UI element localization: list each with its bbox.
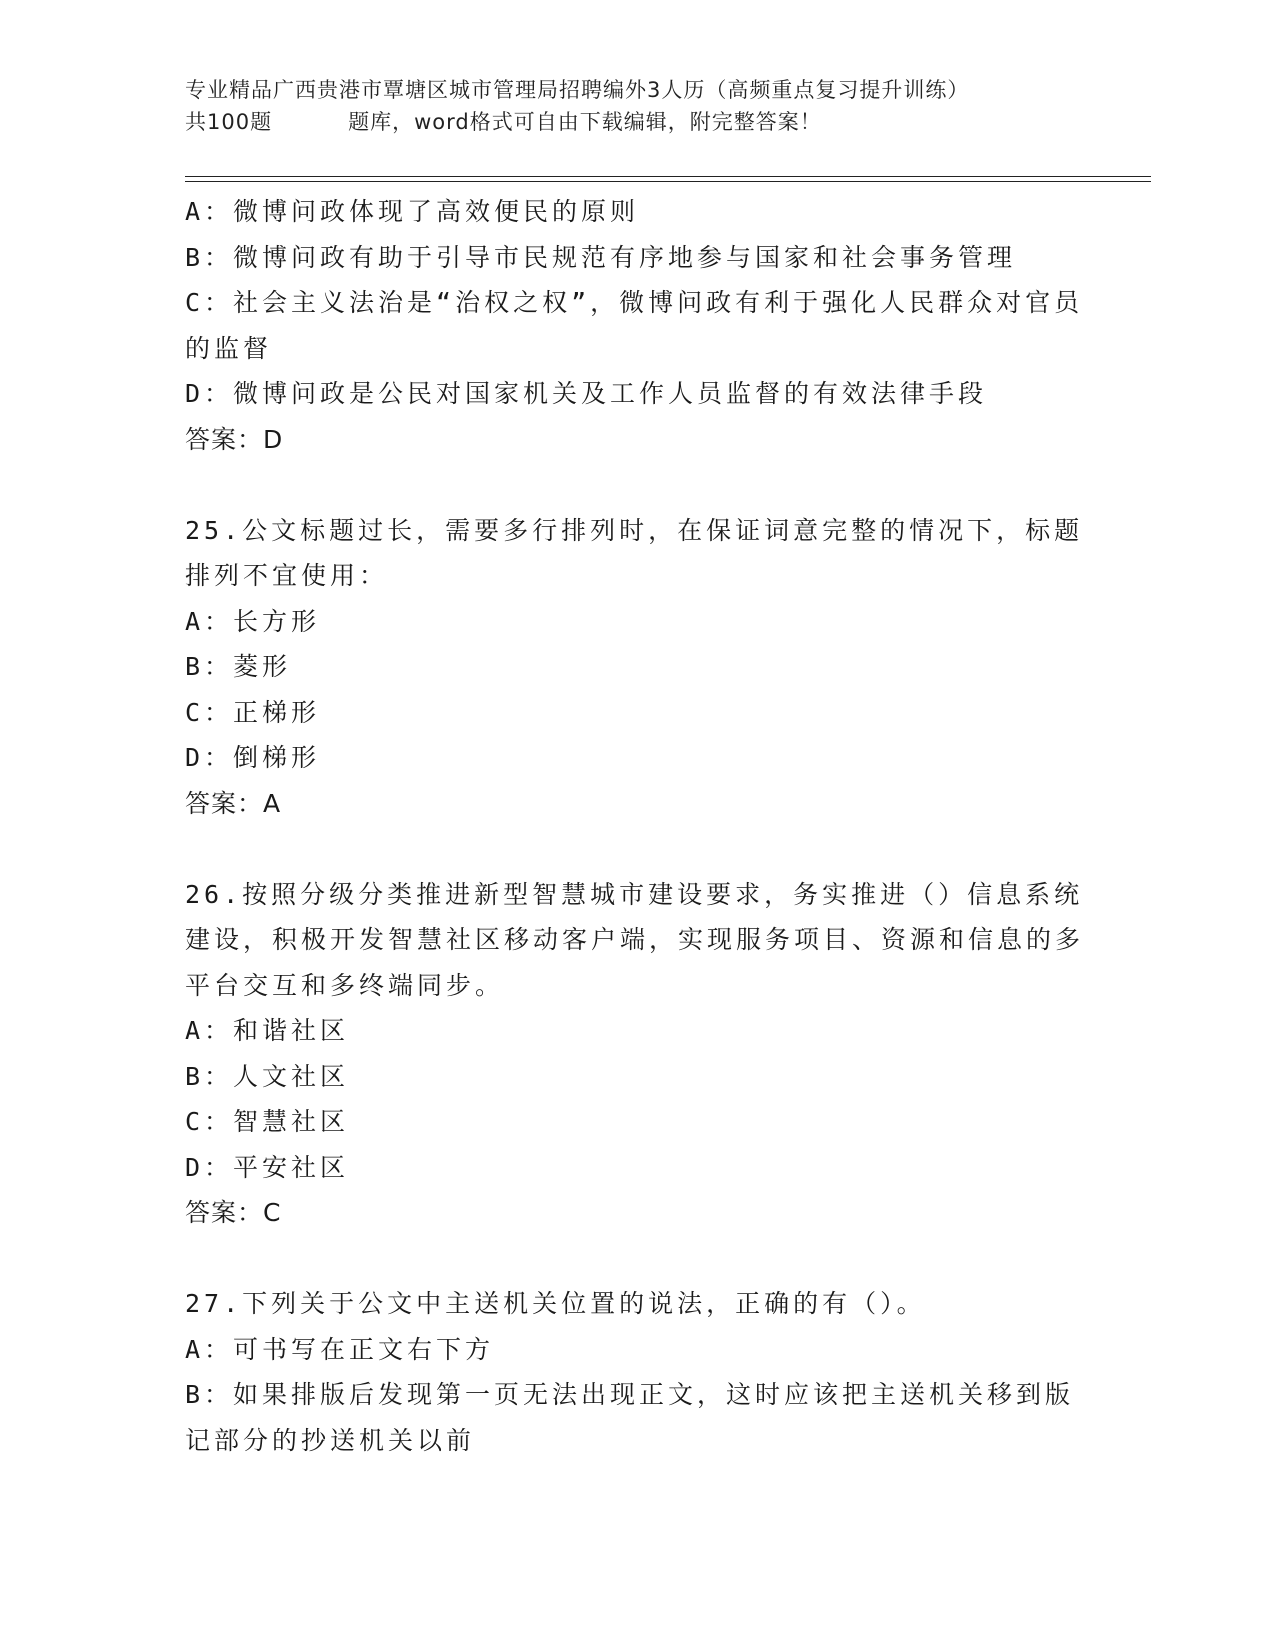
document-header bbox=[185, 74, 1085, 138]
question-26-option-c: C：智慧社区 bbox=[185, 1107, 350, 1136]
question-27-option-a: A：可书写在正文右下方 bbox=[185, 1334, 495, 1364]
question-26-option-d: D：平安社区 bbox=[185, 1152, 350, 1182]
question-27-option-b: B：如果排版后发现第一页无法出现正文，这时应该把主送机关移到版记部分的抄送机关以前 bbox=[185, 1380, 1075, 1455]
header-title-line-1: 专业精品广西贵港市覃塘区城市管理局招聘编外3人历（高频重点复习提升训练） bbox=[185, 78, 970, 102]
header-divider-top bbox=[185, 176, 1151, 177]
question-list bbox=[185, 189, 1085, 1463]
header-divider-bottom bbox=[185, 181, 1151, 182]
question-26-option-b: B：人文社区 bbox=[185, 1061, 350, 1091]
question-24-option-a: A：微博问政体现了高效便民的原则 bbox=[185, 197, 640, 226]
question-25-answer: 答案：A bbox=[185, 788, 282, 818]
question-25-option-d: D：倒梯形 bbox=[185, 743, 321, 772]
question-24-option-d: D：微博问政是公民对国家机关及工作人员监督的有效法律手段 bbox=[185, 379, 988, 408]
question-26-text: 26.按照分级分类推进新型智慧城市建设要求，务实推进（）信息系统建设，积极开发智慧社区移动客户端，实现服务项目、资源和信息的多平台交互和多终端同步。 bbox=[185, 879, 1085, 1000]
header-question-count: 共100题 bbox=[185, 110, 273, 134]
question-25-option-c: C：正梯形 bbox=[185, 697, 321, 727]
question-25-text: 25.公文标题过长，需要多行排列时，在保证词意完整的情况下，标题排列不宜使用： bbox=[185, 515, 1084, 590]
question-24-option-c: C：社会主义法治是“治权之权”，微博问政有利于强化人民群众对官员的监督 bbox=[185, 288, 1084, 363]
question-26-answer: 答案：C bbox=[185, 1198, 282, 1227]
header-title-line-2 bbox=[185, 106, 1085, 138]
question-25-option-a: A：长方形 bbox=[185, 606, 321, 636]
question-25-block bbox=[185, 508, 1085, 827]
question-24-block bbox=[185, 189, 1085, 462]
question-24-option-b: B：微博问政有助于引导市民规范有序地参与国家和社会事务管理 bbox=[185, 242, 1017, 272]
question-26-block bbox=[185, 872, 1085, 1236]
question-26-option-a: A：和谐社区 bbox=[185, 1016, 350, 1045]
header-format-note: 题库，word格式可自由下载编辑，附完整答案！ bbox=[348, 110, 822, 134]
question-25-option-b: B：菱形 bbox=[185, 652, 292, 681]
question-24-answer: 答案：D bbox=[185, 424, 284, 454]
question-27-block bbox=[185, 1281, 1085, 1463]
question-27-text: 27.下列关于公文中主送机关位置的说法，正确的有（）。 bbox=[185, 1289, 926, 1318]
